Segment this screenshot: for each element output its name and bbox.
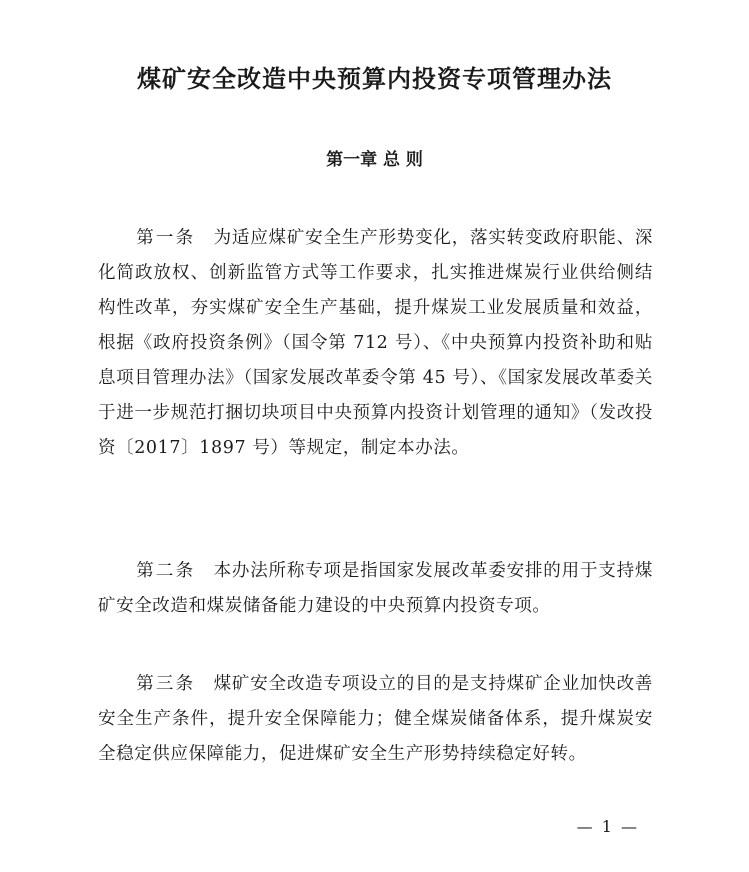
article-number: 第一条 [136, 228, 196, 248]
article-number: 第二条 [136, 561, 196, 581]
article-text: 本办法所称专项是指国家发展改革委安排的用于支持煤矿安全改造和煤炭储备能力建设的中央预算内投资专项。 [98, 561, 653, 616]
chapter-heading: 第一章 总 则 [326, 150, 423, 170]
article-text: 煤矿安全改造专项设立的目的是支持煤矿企业加快改善安全生产条件，提升安全保障能力；健全煤炭储备体系，提升煤炭安全稳定供应保障能力，促进煤矿安全生产形势持续稳定好转。 [98, 674, 653, 764]
article-2 [98, 554, 653, 624]
page-number: — 1 — [576, 817, 639, 836]
article-text: 为适应煤矿安全生产形势变化，落实转变政府职能、深化简政放权、创新监管方式等工作要求，扎实推进煤炭行业供给侧结构性改革，夯实煤矿安全生产基础，提升煤炭工业发展质量和效益，根据《政府投资条例》（国令第 712 号）、《中央预算内投资补助和贴息项目管理办法》（国家发展改革委令第 45 号）、《国家发展改革委关于进一步规范打捆切块项目中央预算内投资计划管理的通知》（发改投资〔2017〕1897 号）等规定，制定本办法。 [98, 228, 653, 458]
article-1 [98, 221, 653, 466]
article-3 [98, 667, 653, 772]
article-number: 第三条 [136, 674, 196, 694]
document-title: 煤矿安全改造中央预算内投资专项管理办法 [137, 64, 612, 93]
